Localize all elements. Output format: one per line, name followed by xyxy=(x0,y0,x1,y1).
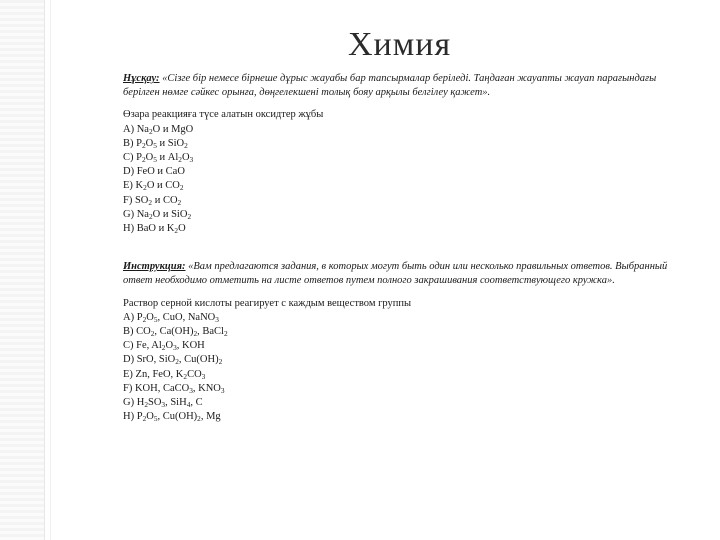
answer-option-text: $SO_2$ и $CO_2$ xyxy=(134,194,182,207)
left-divider-line-2 xyxy=(50,0,51,540)
answer-option-text: $P_2O_5$ и $Al_2O_3$ xyxy=(136,152,194,165)
answer-option-text: $P_2O_5$, CuO, NaNO$_3$ xyxy=(136,311,219,324)
answer-option-text: KOH, CaCO$_3$, $KNO_3$ xyxy=(134,382,225,395)
ru-question: Раствор серной кислоты реагирует с каждым веществом группы xyxy=(123,297,412,309)
answer-option xyxy=(123,353,688,367)
answer-option-letter: E) xyxy=(123,368,136,380)
answer-option-letter: C) xyxy=(123,340,137,352)
answer-option-letter: A) xyxy=(123,123,137,135)
answer-option-letter: G) xyxy=(123,208,137,220)
ru-instruction-label: Инструкция: xyxy=(123,261,186,273)
answer-option-letter: A) xyxy=(123,311,137,323)
answer-option-letter: H) xyxy=(123,411,137,423)
answer-option-text: $H_2SO_3$, SiH$_4$, C xyxy=(136,397,203,410)
kz-instruction-text: «Сізге бір немесе бірнеше дұрыс жауабы бар тапсырмалар беріледі. Таңдаған жауапты жауап парағындағы берілген нөмге сәйкес орынға, дөңгелекшені толық бояу арқылы белгілеу қажет». xyxy=(123,73,657,99)
answer-option-letter: H) xyxy=(123,223,137,235)
answer-option-letter: G) xyxy=(123,397,137,409)
kz-instruction-label: Нұсқау: xyxy=(123,73,160,84)
answer-option xyxy=(123,339,688,353)
answer-option-text: $K_2O$ и $CO_2$ xyxy=(135,180,184,193)
kz-options-list xyxy=(123,123,688,237)
kz-instruction xyxy=(123,72,688,100)
answer-option xyxy=(123,410,688,424)
answer-option xyxy=(123,382,688,396)
answer-option xyxy=(123,396,688,410)
answer-option xyxy=(123,325,688,339)
answer-option-letter: E) xyxy=(123,180,136,192)
answer-option-text: SrO, SiO$_2$, $Cu(OH)_2$ xyxy=(136,354,223,367)
left-divider-line xyxy=(44,0,45,540)
answer-option xyxy=(123,368,688,382)
answer-option-letter: B) xyxy=(123,137,137,149)
answer-option-letter: D) xyxy=(123,166,137,178)
answer-option-text: Fe, $Al_2O_3$, KOH xyxy=(136,340,205,353)
answer-option-text: $P_2O_5$, $Cu(OH)_2$, Mg xyxy=(136,411,221,424)
answer-option-text: $P_2O_5$ и SiO$_2$ xyxy=(136,137,188,150)
answer-option-text: Zn, FeO, $K_2CO_3$ xyxy=(135,368,206,381)
answer-option xyxy=(123,137,688,151)
answer-option xyxy=(123,151,688,165)
answer-option xyxy=(123,165,688,179)
answer-option-text: FeO и CaO xyxy=(136,166,185,178)
ru-options-list xyxy=(123,311,688,425)
kz-question: Өзара реакцияға түсе алатын оксидтер жұбы xyxy=(123,109,324,121)
answer-option-letter: F) xyxy=(123,382,135,394)
answer-option-letter: B) xyxy=(123,326,137,338)
answer-option-text: $Na_2O$ и MgO xyxy=(136,123,194,136)
slide-body xyxy=(123,72,688,424)
answer-option xyxy=(123,179,688,193)
ru-instruction xyxy=(123,260,688,288)
answer-option xyxy=(123,222,688,236)
answer-option xyxy=(123,194,688,208)
answer-option-text: $Na_2O$ и SiO$_2$ xyxy=(136,208,192,221)
ru-instruction-text: «Вам предлагаются задания, в которых могут быть один или несколько правильных ответов. Выбранный ответ необходимо отметить на листе ответов путем полного закрашивания соответствующего кружка». xyxy=(123,261,668,287)
answer-option-text: BaO и $K_2O$ xyxy=(136,223,186,236)
answer-option xyxy=(123,123,688,137)
answer-option-letter: D) xyxy=(123,354,137,366)
left-decorative-band xyxy=(0,0,44,540)
answer-option-letter: F) xyxy=(123,194,135,206)
answer-option-letter: C) xyxy=(123,152,137,164)
slide-title: Химия xyxy=(348,26,452,63)
answer-option xyxy=(123,311,688,325)
answer-option xyxy=(123,208,688,222)
answer-option-text: $CO_2$, $Ca(OH)_2$, BaCl$_2$ xyxy=(136,326,228,339)
